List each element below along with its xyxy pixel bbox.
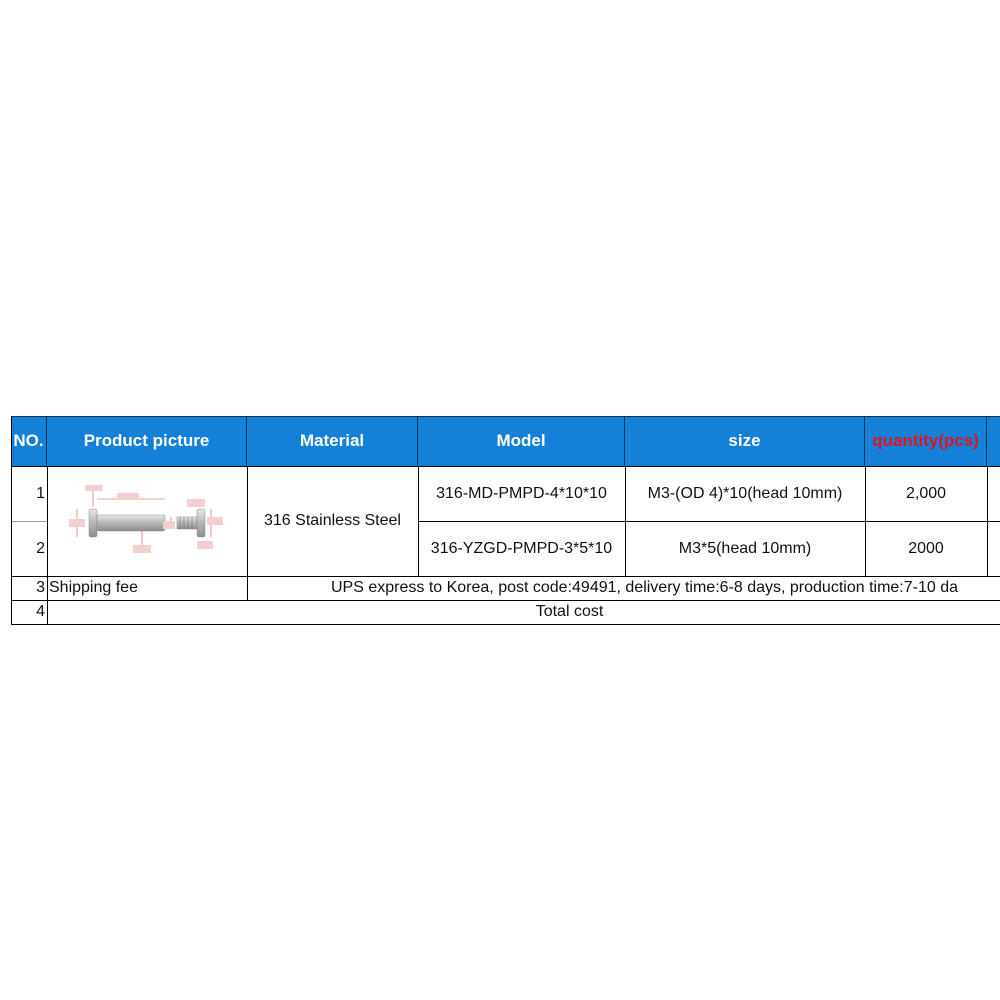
grid-row-3-bottom: [11, 600, 1000, 601]
row-2-no: 2: [36, 539, 45, 557]
header-model: Model: [418, 416, 625, 466]
quote-table: [11, 416, 1000, 626]
product-image: [67, 481, 227, 561]
row-3-no: 3: [36, 579, 45, 596]
grid-under-header: [11, 466, 1000, 467]
grid-after-quantity: [987, 466, 988, 576]
total-cost-label: Total cost: [535, 603, 604, 620]
row-4-no: 4: [36, 603, 45, 620]
header-quantity: quantity(pcs): [865, 416, 987, 466]
row-2-model: 316-YZGD-PMPD-3*5*10: [430, 539, 613, 557]
grid-after-picture: [247, 466, 248, 600]
row-1-size: M3-(OD 4)*10(head 10mm): [647, 484, 843, 502]
grid-row-2-bottom: [11, 576, 1000, 577]
header-no: NO.: [11, 416, 47, 466]
product-picture: [47, 466, 247, 576]
header-material: Material: [247, 416, 418, 466]
grid-left: [11, 416, 12, 625]
shipping-label: Shipping fee: [49, 579, 138, 596]
grid-top: [11, 416, 1000, 417]
row-1-model: 316-MD-PMPD-4*10*10: [436, 484, 607, 502]
grid-after-no: [47, 466, 48, 625]
header-extra: [987, 416, 1000, 466]
grid-row-1-bottom: [418, 521, 1000, 522]
bolt-screw-image: [163, 499, 223, 549]
row-1-no: 1: [36, 484, 45, 502]
grid-after-material: [418, 466, 419, 576]
grid-row-1-bottom-no: [11, 521, 47, 522]
header-product-picture: Product picture: [47, 416, 247, 466]
row-2-size: M3*5(head 10mm): [678, 539, 812, 557]
header-size: size: [625, 416, 865, 466]
grid-after-model: [625, 466, 626, 576]
sleeve-nut-image: [69, 485, 165, 553]
grid-after-size: [865, 466, 866, 576]
grid-row-4-bottom: [11, 624, 1000, 625]
row-2-quantity: 2000: [908, 539, 944, 557]
row-1-quantity: 2,000: [905, 484, 947, 502]
material-cell: 316 Stainless Steel: [264, 512, 401, 529]
shipping-detail: UPS express to Korea, post code:49491, delivery time:6-8 days, production time:7-10 da: [331, 579, 959, 596]
